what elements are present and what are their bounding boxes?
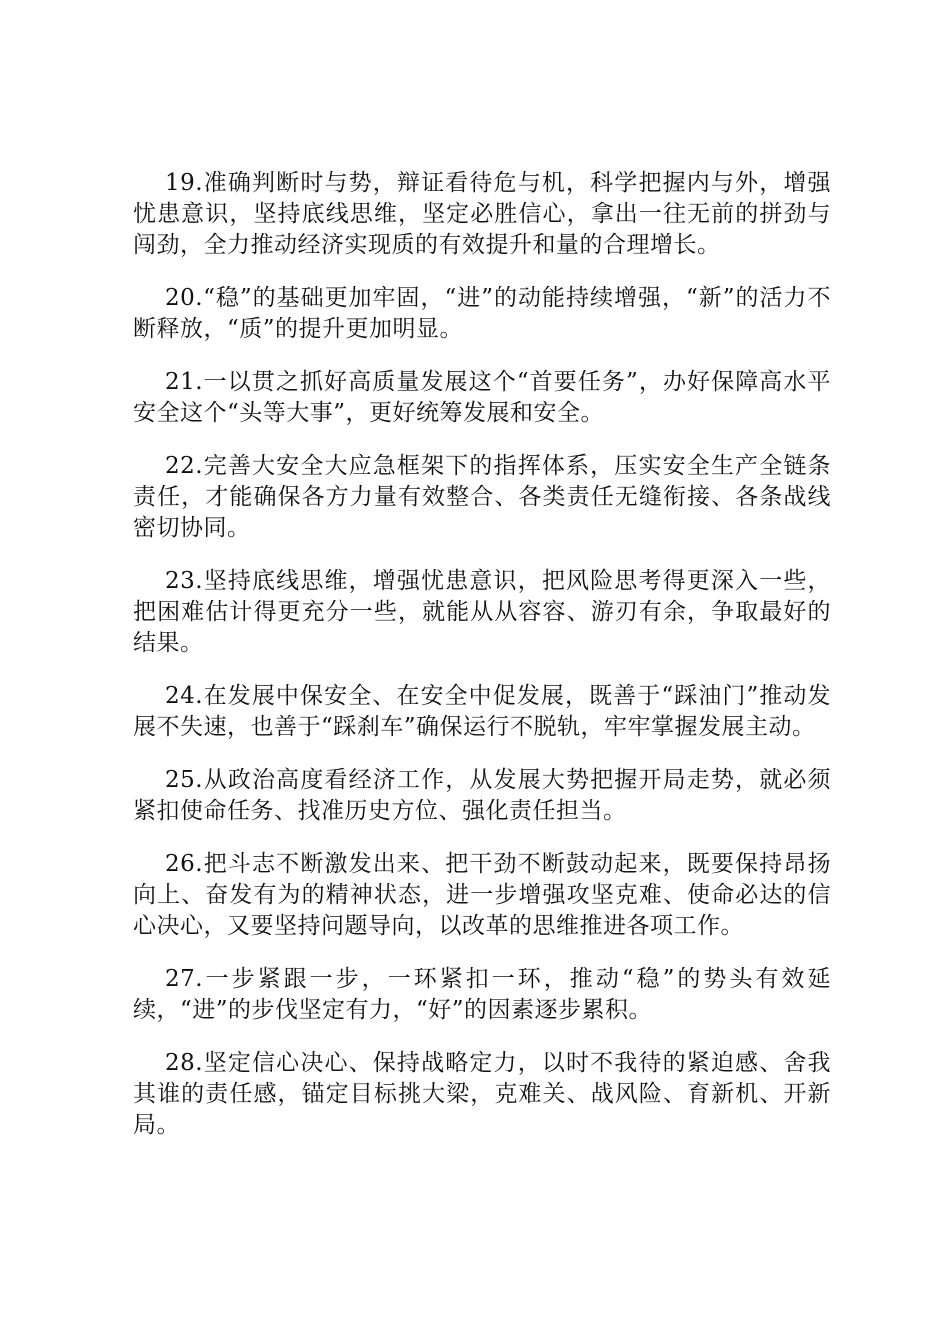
paragraph-22: 22.完善大安全大应急框架下的指挥体系，压实安全生产全链条责任，才能确保各方力量有效整合、各类责任无缝衔接、各条战线密切协同。 xyxy=(133,453,831,541)
paragraph-24: 24.在发展中保安全、在安全中促发展，既善于“踩油门”推动发展不失速，也善于“踩刹车”确保运行不脱轨，牢牢掌握发展主动。 xyxy=(133,683,831,740)
paragraph-26: 26.把斗志不断激发出来、把干劲不断鼓动起来，既要保持昂扬向上、奋发有为的精神状态，进一步增强攻坚克难、使命必达的信心决心，又要坚持问题导向，以改革的思维推进各项工作。 xyxy=(133,851,831,939)
paragraph-19: 19.准确判断时与势，辩证看待危与机，科学把握内与外，增强忧患意识，坚持底线思维，坚定必胜信心，拿出一往无前的拼劲与闯劲，全力推动经济实现质的有效提升和量的合理增长。 xyxy=(133,170,831,258)
paragraph-27: 27.一步紧跟一步，一环紧扣一环，推动“稳”的势头有效延续，“进”的步伐坚定有力，“好”的因素逐步累积。 xyxy=(133,966,831,1023)
paragraph-28: 28.坚定信心决心、保持战略定力，以时不我待的紧迫感、舍我其谁的责任感，锚定目标挑大梁，克难关、战风险、育新机、开新局。 xyxy=(133,1050,831,1138)
document-body xyxy=(133,168,831,1163)
paragraph-20: 20.“稳”的基础更加牢固，“进”的动能持续增强，“新”的活力不断释放，“质”的提升更加明显。 xyxy=(133,285,831,342)
paragraph-25: 25.从政治高度看经济工作，从发展大势把握开局走势，就必须紧扣使命任务、找准历史方位、强化责任担当。 xyxy=(133,767,831,824)
paragraph-23: 23.坚持底线思维，增强忧患意识，把风险思考得更深入一些，把困难估计得更充分一些，就能从从容容、游刃有余，争取最好的结果。 xyxy=(133,568,831,656)
paragraph-21: 21.一以贯之抓好高质量发展这个“首要任务”，办好保障高水平安全这个“头等大事”，更好统筹发展和安全。 xyxy=(133,369,831,426)
